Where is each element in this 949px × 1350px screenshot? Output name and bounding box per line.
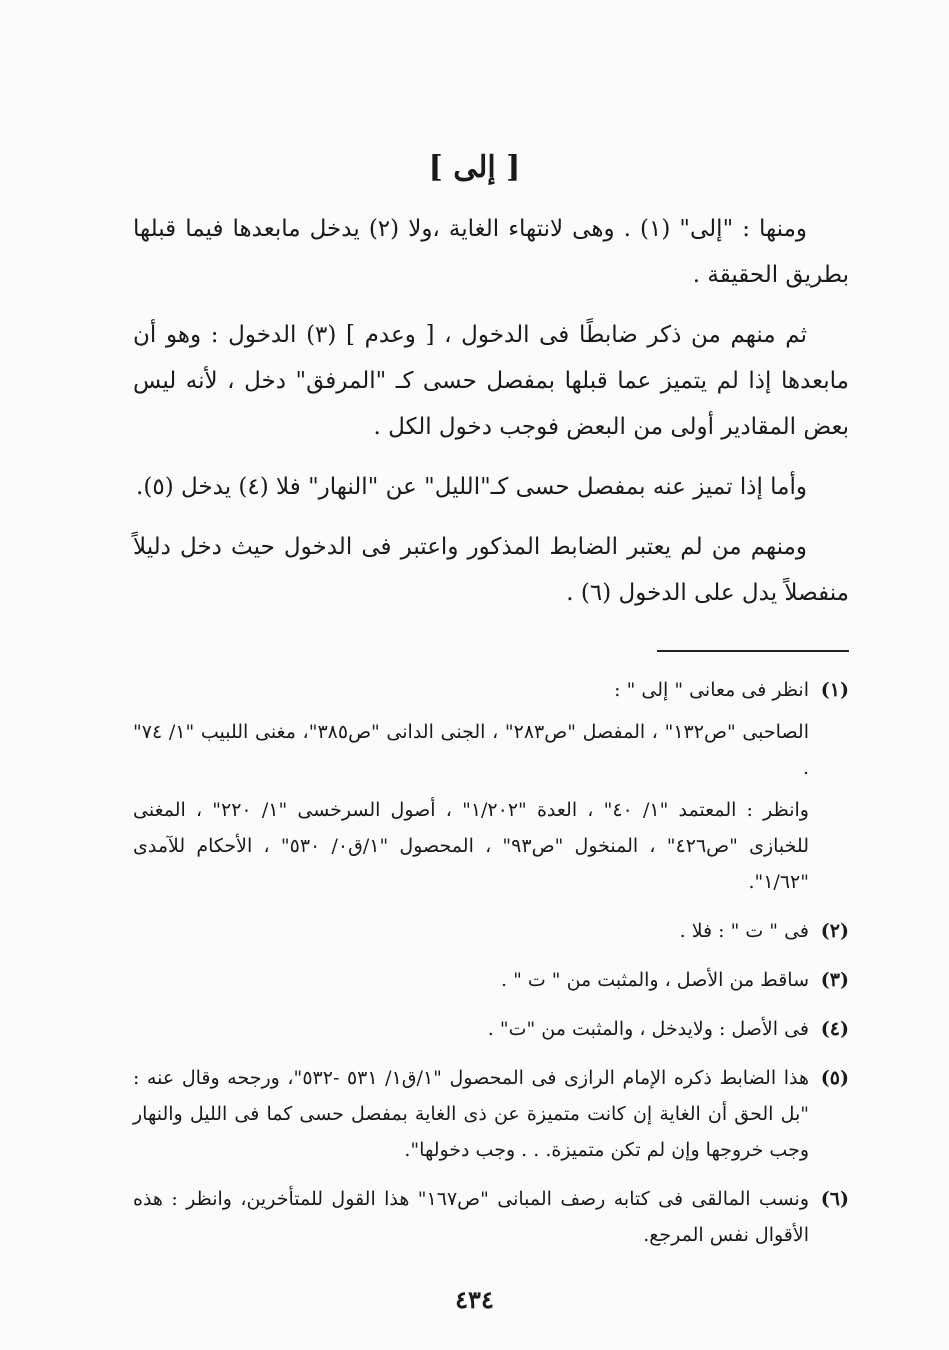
main-text	[133, 206, 849, 630]
footnote	[133, 913, 849, 955]
footnote-line: ونسب المالقى فى كتابه رصف المبانى "ص١٦٧" هذا القول للمتأخرين، وانظر : هذه الأقوال نفس المرجع.	[133, 1188, 810, 1246]
footnote-number: (١)	[820, 679, 849, 701]
footnote	[133, 1011, 849, 1053]
footnote-number: (٦)	[820, 1188, 849, 1210]
footnote-line: فى الأصل : ولايدخل ، والمثبت من "ت" .	[487, 1018, 809, 1040]
paragraph-4: ومنهم من لم يعتبر الضابط المذكور واعتبر فى الدخول حيث دخل دليلاً منفصلاً يدل على الدخول (٦) .	[133, 534, 849, 606]
footnote-line: هذا الضابط ذكره الإمام الرازى فى المحصول "١/ق١/ ٥٣١ -٥٣٢"، ورجحه وقال عنه : "بل الحق أن الغاية إن كانت متميزة عن ذى الغاية بمفصل حسى كما فى الليل والنهار وجب خروجها وإن لم تكن متميزة. . . وجب دخولها".	[133, 1067, 809, 1161]
paragraph-3: وأما إذا تميز عنه بمفصل حسى كـ"الليل" عن "النهار" فلا (٤) يدخل (٥).	[136, 474, 807, 500]
footnote-line: وانظر : المعتمد "١/ ٤٠" ، العدة "١/٢٠٢" ، أصول السرخسى "١/ ٢٢٠" ، المغنى للخبازى "ص٤٢٦" ، المنخول "ص٩٣" ، المحصول "١/ق٠/ ٥٣٠" ، الأحكام للآمدى "١/٦٢".	[133, 799, 810, 893]
footnote-line: ساقط من الأصل ، والمثبت من " ت " .	[501, 969, 809, 991]
page-number: ٤٣٤	[455, 1285, 494, 1314]
paragraph-2: ثم منهم من ذكر ضابطًا فى الدخول ، [ وعدم ] (٣) الدخول : وهو أن مابعدها إذا لم يتميز عما قبلها بمفصل حسى كـ "المرفق" دخل ، لأنه ليس بعض المقادير أولى من البعض فوجب دخول الكل .	[133, 322, 849, 440]
footnote-line: انظر فى معانى " إلى " :	[614, 679, 809, 701]
footnote	[133, 1060, 849, 1174]
footnotes	[133, 672, 849, 1266]
footnote-number: (٤)	[820, 1018, 849, 1040]
section-heading: [ إلى ]	[428, 150, 521, 185]
footnote-number: (٣)	[820, 969, 849, 991]
footnote-line: الصاحبى "ص١٣٢" ، المفصل "ص٢٨٣" ، الجنى الدانى "ص٣٨٥"، مغنى اللبيب "١/ ٧٤" .	[133, 721, 809, 779]
footnote-divider	[657, 650, 849, 652]
footnote	[133, 1181, 849, 1259]
footnote	[133, 962, 849, 1004]
footnote-number: (٥)	[820, 1067, 849, 1089]
paragraph-1: ومنها : "إلى" (١) . وهى لانتهاء الغاية ،ولا (٢) يدخل مابعدها فيما قبلها بطريق الحقيقة .	[133, 216, 849, 288]
footnote-number: (٢)	[820, 920, 849, 942]
footnote	[133, 672, 849, 906]
footnote-line: فى " ت " : فلا .	[679, 920, 809, 942]
